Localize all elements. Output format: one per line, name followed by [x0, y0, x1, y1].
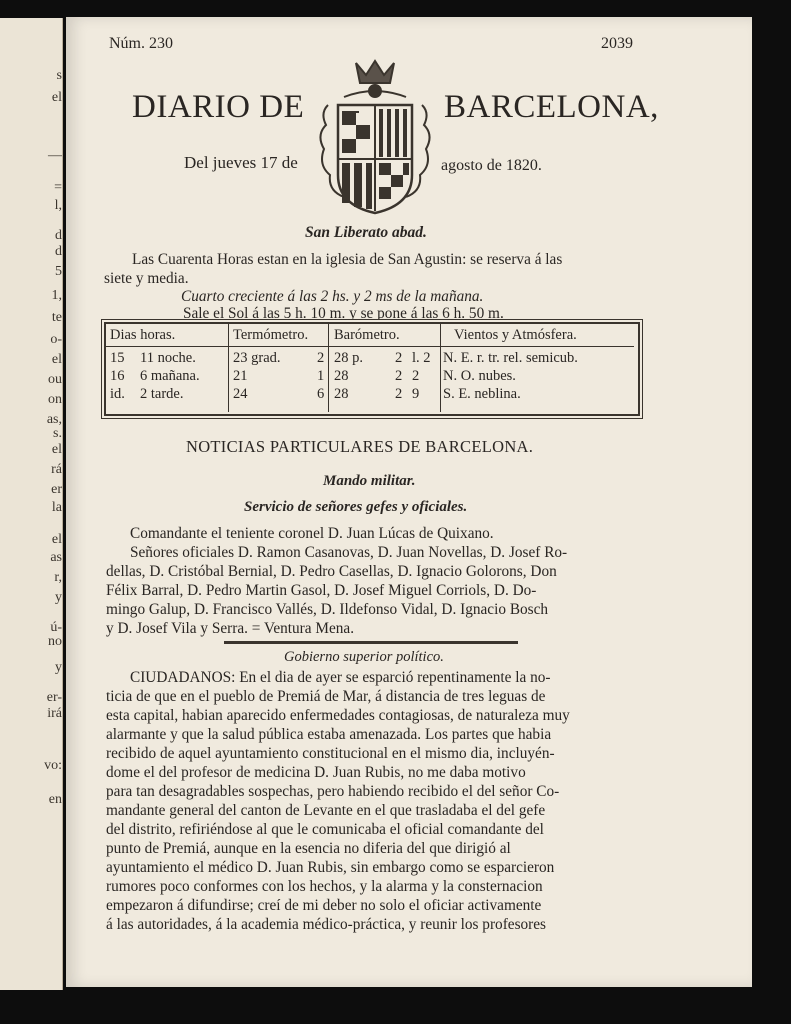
- weather-observations-table: [104, 322, 640, 416]
- moon-phase: Cuarto creciente á las 2 hs. y 2 ms de la mañana.: [181, 288, 484, 305]
- left-page-text-fragment: el: [51, 352, 62, 367]
- left-page-text-fragment: —: [48, 148, 62, 163]
- article-line: esta capital, habian aparecido enfermedades contagiosas, de naturaleza muy: [106, 707, 570, 724]
- masthead-left: DIARIO DE: [132, 89, 305, 125]
- left-page-text-fragment: el: [51, 532, 62, 547]
- left-page-edge: [0, 18, 63, 990]
- subsection-gobierno: Gobierno superior político.: [284, 649, 444, 665]
- row-barometer-points: l. 2: [412, 350, 431, 366]
- left-page-text-fragment: ú-: [50, 620, 62, 635]
- left-page-text-fragment: el: [51, 90, 62, 105]
- article-line: del distrito, refiriéndose al que le comunicaba el oficial comandante del: [106, 821, 544, 838]
- left-page-text-fragment: er-: [46, 690, 62, 705]
- left-page-text-fragment: s: [56, 68, 62, 83]
- article-line: CIUDADANOS: En el dia de ayer se esparció repentinamente la no-: [130, 669, 551, 686]
- row-barometer: 28: [334, 386, 349, 402]
- left-page-text-fragment: r,: [54, 570, 62, 585]
- left-page-text-fragment: d: [55, 244, 62, 259]
- col-header-days: Dias horas.: [110, 327, 176, 343]
- page-number: 2039: [601, 35, 633, 52]
- row-barometer: 28: [334, 368, 349, 384]
- section-title: NOTICIAS PARTICULARES DE BARCELONA.: [186, 437, 534, 456]
- row-temp-fraction: 2: [317, 350, 325, 366]
- left-page-text-fragment: l,: [54, 198, 62, 213]
- left-page-text-fragment: la: [51, 500, 62, 515]
- row-wind: N. E. r. tr. rel. semicub.: [443, 350, 578, 366]
- newspaper-page: [66, 17, 752, 987]
- row-wind: S. E. neblina.: [443, 386, 521, 402]
- row-temp: 21: [233, 368, 248, 384]
- subsection-mando: Mando militar.: [323, 473, 416, 489]
- left-page-text-fragment: ou: [48, 372, 62, 387]
- saint-of-day: San Liberato abad.: [305, 224, 427, 241]
- row-barometer-lines: 2: [395, 368, 403, 384]
- left-page-text-fragment: el: [51, 442, 62, 457]
- article-line: ticia de que en el pueblo de Premiá de Mar, á distancia de tres leguas de: [106, 688, 546, 705]
- row-day: 16: [110, 368, 125, 384]
- article-line: recibido de aquel ayuntamiento constitucional en el mismo dia, incluyén-: [106, 745, 555, 762]
- article-line: punto de Premiá, aunque en la esencia no diferia del que dirigió al: [106, 840, 511, 857]
- coat-of-arms-icon: [314, 55, 436, 219]
- left-page-text-fragment: y: [55, 660, 62, 675]
- left-page-text-fragment: 1,: [51, 288, 62, 303]
- left-page-text-fragment: irá: [47, 706, 62, 721]
- officers-line: y D. Josef Vila y Serra. = Ventura Mena.: [106, 620, 355, 637]
- article-line: dome el del profesor de medicina D. Juan Rubis, no me daba motivo: [106, 764, 526, 781]
- left-page-text-fragment: s.: [53, 426, 62, 441]
- row-temp-fraction: 1: [317, 368, 325, 384]
- row-hour: 6 mañana.: [140, 368, 200, 384]
- row-temp: 24: [233, 386, 248, 402]
- row-barometer-points: 2: [412, 368, 420, 384]
- left-page-text-fragment: vo:: [44, 758, 62, 773]
- left-page-text-fragment: 5: [55, 264, 62, 279]
- row-barometer: 28 p.: [334, 350, 363, 366]
- row-hour: 11 noche.: [140, 350, 196, 366]
- left-page-text-fragment: y: [55, 590, 62, 605]
- article-line: ayuntamiento el médico D. Juan Rubis, sin embargo como se esparcieron: [106, 859, 555, 876]
- left-page-text-fragment: er: [51, 482, 62, 497]
- left-page-text-fragment: =: [54, 180, 62, 195]
- left-page-text-fragment: en: [48, 792, 62, 807]
- row-barometer-lines: 2: [395, 386, 403, 402]
- issue-number: Núm. 230: [109, 35, 173, 52]
- left-page-text-fragment: as: [50, 550, 62, 565]
- officers-line: Félix Barral, D. Pedro Martin Gasol, D. Josef Miguel Corriols, D. Do-: [106, 582, 537, 599]
- col-header-winds: Vientos y Atmósfera.: [454, 327, 577, 343]
- article-line: á las autoridades, á la academia médico-práctica, y reunir los profesores: [106, 916, 547, 933]
- subsection-servicio: Servicio de señores gefes y oficiales.: [244, 499, 468, 515]
- article-line: alarmante y que la salud pública estaba amenazada. Los partes que habia: [106, 726, 552, 743]
- row-day: 15: [110, 350, 125, 366]
- article-line: rumores poco conformes con los hechos, y la alarma y la consternacion: [106, 878, 543, 895]
- comandante-line: Comandante el teniente coronel D. Juan Lúcas de Quixano.: [130, 525, 494, 542]
- article-line: mandante general del canton de Levante en el que trasladaba el del gefe: [106, 802, 546, 819]
- left-page-text-fragment: o-: [50, 332, 62, 347]
- forty-hours-line-1: Las Cuarenta Horas estan en la iglesia de San Agustin: se reserva á las: [132, 251, 563, 268]
- masthead-right: BARCELONA,: [444, 89, 659, 125]
- section-divider: [224, 641, 518, 644]
- row-temp: 23 grad.: [233, 350, 281, 366]
- row-barometer-points: 9: [412, 386, 420, 402]
- row-wind: N. O. nubes.: [443, 368, 516, 384]
- left-page-text-fragment: d: [55, 228, 62, 243]
- article-line: empezaron á difundirse; creí de mi deber no solo el oficiar activamente: [106, 897, 542, 914]
- col-header-barometer: Barómetro.: [334, 327, 400, 343]
- left-page-text-fragment: te: [51, 310, 62, 325]
- left-page-text-fragment: as,: [46, 412, 62, 427]
- date-right: agosto de 1820.: [441, 157, 542, 174]
- left-page-text-fragment: rá: [51, 462, 62, 477]
- row-temp-fraction: 6: [317, 386, 325, 402]
- row-hour: 2 tarde.: [140, 386, 184, 402]
- officers-line: mingo Galup, D. Francisco Vallés, D. Ildefonso Vidal, D. Ignacio Bosch: [106, 601, 549, 618]
- forty-hours-line-2: siete y media.: [104, 270, 189, 287]
- date-left: Del jueves 17 de: [184, 153, 298, 172]
- article-line: para tan desagradables sospechas, pero habiendo recibido el del señor Co-: [106, 783, 560, 800]
- row-day: id.: [110, 386, 125, 402]
- col-header-thermometer: Termómetro.: [233, 327, 309, 343]
- left-page-text-fragment: no: [48, 634, 62, 649]
- left-page-text-fragment: on: [48, 392, 62, 407]
- officers-line: dellas, D. Cristóbal Bernial, D. Pedro Casellas, D. Ignacio Golorons, Don: [106, 563, 557, 580]
- row-barometer-lines: 2: [395, 350, 403, 366]
- officers-line: Señores oficiales D. Ramon Casanovas, D. Juan Novellas, D. Josef Ro-: [130, 544, 568, 561]
- sun-times: Sale el Sol á las 5 h. 10 m. y se pone á las 6 h. 50 m.: [183, 305, 504, 322]
